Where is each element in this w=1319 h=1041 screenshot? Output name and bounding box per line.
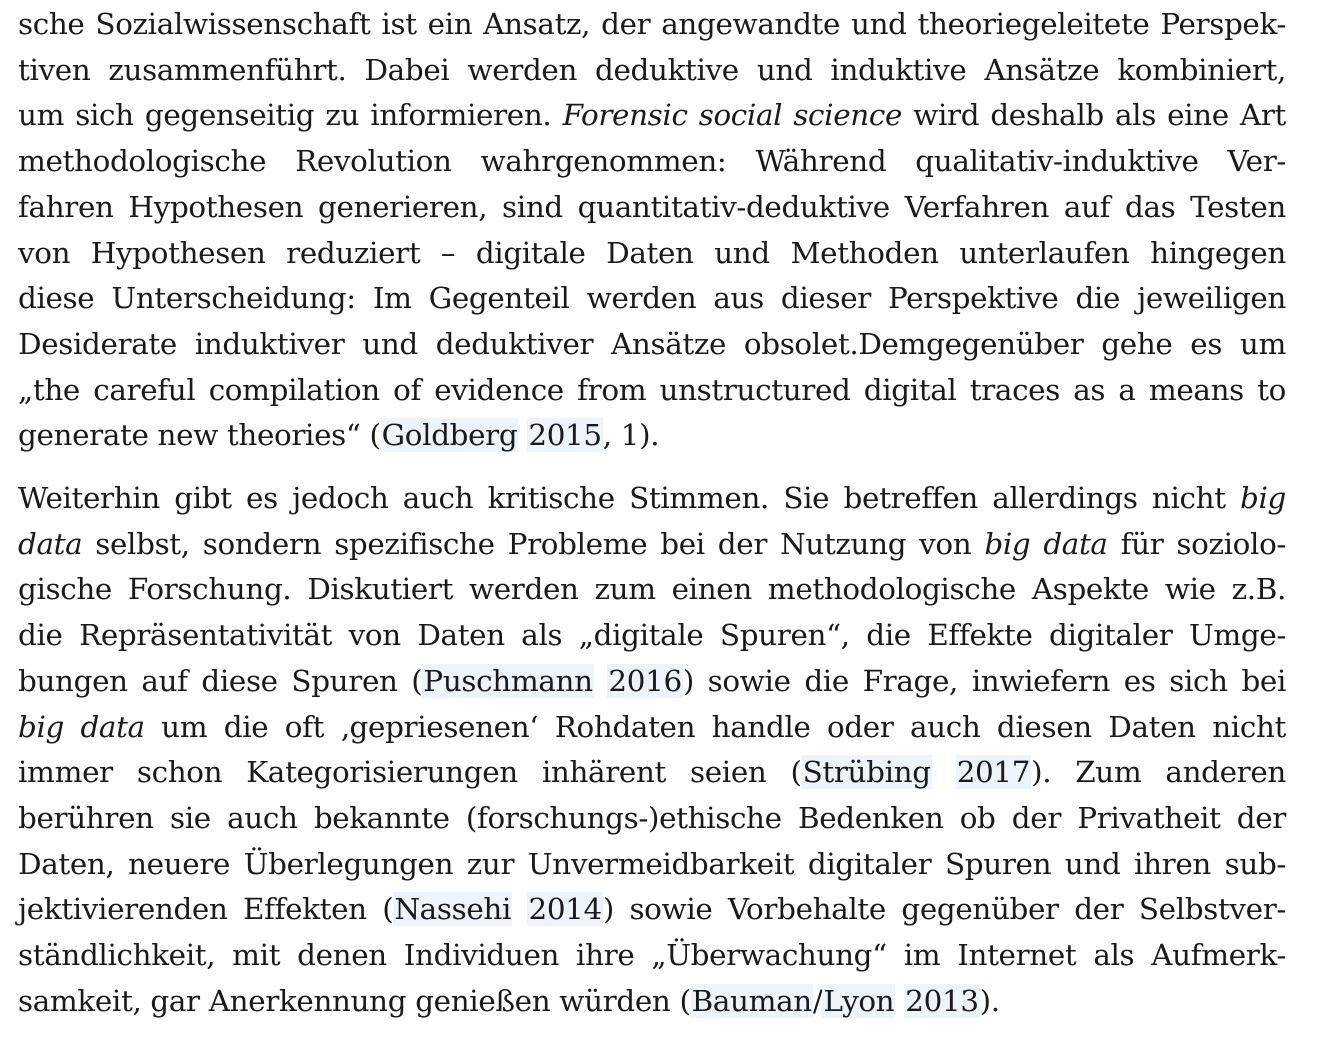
text-segment: [518, 418, 527, 452]
text-segment: die Repräsentativität von Daten als „digitale Spuren“, die Effekte digitaler Umge-: [18, 618, 1286, 653]
text-segment: ) sowie die Frage, inwiefern es sich bei: [682, 663, 1286, 698]
text-segment: bungen auf diese Spuren (: [18, 663, 423, 698]
italic-term: data: [18, 526, 83, 561]
citation-link[interactable]: Strübing: [802, 755, 931, 790]
text-line: [18, 567, 1286, 613]
text-segment: gische Forschung. Diskutiert werden zum einen methodologische Aspekte wie z.B.: [18, 572, 1286, 607]
text-line: [18, 185, 1286, 231]
text-segment: [932, 755, 956, 789]
text-line: [18, 368, 1286, 414]
text-segment: Desiderate induktiver und deduktiver Ansätze obsolet.Demgegenüber gehe es um: [18, 326, 1286, 361]
citation-link[interactable]: Nassehi: [394, 892, 511, 927]
citation-link[interactable]: Goldberg: [381, 418, 518, 453]
text-line: [18, 796, 1286, 842]
text-line: [18, 842, 1286, 888]
italic-term: big data: [18, 709, 145, 744]
text-segment: fahren Hypothesen generieren, sind quantitativ-deduktive Verfahren auf das Testen: [18, 189, 1286, 224]
text-segment: [594, 664, 608, 698]
text-segment: tiven zusammenführt. Dabei werden deduktive und induktive Ansätze kombiniert,: [18, 52, 1286, 87]
paragraph-1: [18, 2, 1286, 459]
text-segment: von Hypothesen reduziert – digitale Daten und Methoden unterlaufen hingegen: [18, 235, 1286, 270]
text-segment: für soziolo-: [1107, 526, 1286, 561]
text-segment: um die oft ‚gepriesenen‘ Rohdaten handle oder auch diesen Daten nicht: [144, 709, 1286, 744]
text-line: [18, 476, 1286, 522]
text-line: [18, 413, 1286, 459]
citation-link[interactable]: 2016: [608, 663, 682, 698]
text-segment: ).: [979, 983, 1000, 1018]
italic-term: Forensic social science: [562, 98, 902, 133]
text-segment: sche Sozialwissenschaft ist ein Ansatz, der angewandte und theoriegeleitete Perspek-: [18, 7, 1286, 41]
text-line: [18, 613, 1286, 659]
italic-term: big data: [984, 526, 1108, 561]
text-line: [18, 231, 1286, 277]
text-line: [18, 933, 1286, 979]
text-line: [18, 2, 1286, 48]
text-segment: selbst, sondern spezifische Probleme bei der Nutzung von: [82, 526, 985, 561]
text-segment: generate new theories“ (: [18, 418, 381, 453]
text-segment: , 1).: [602, 418, 660, 453]
text-line: [18, 705, 1286, 751]
citation-link[interactable]: 2014: [528, 892, 602, 927]
italic-term: big: [1240, 481, 1286, 516]
text-segment: methodologische Revolution wahrgenommen: Während qualitativ-induktive Ver-: [18, 144, 1286, 179]
text-segment: berühren sie auch bekannte (forschungs-)ethische Bedenken ob der Privatheit der: [18, 800, 1286, 835]
text-segment: immer schon Kategorisierungen inhärent seien (: [18, 755, 802, 790]
citation-link[interactable]: 2017: [956, 755, 1031, 790]
text-segment: [512, 892, 527, 926]
text-line: [18, 322, 1286, 368]
text-segment: Daten, neuere Überlegungen zur Unvermeidbarkeit digitaler Spuren und ihren sub-: [18, 846, 1286, 881]
text-line: [18, 659, 1286, 705]
text-segment: jektivierenden Effekten (: [18, 892, 394, 927]
text-segment: um sich gegenseitig zu informieren.: [18, 98, 563, 133]
text-line: [18, 276, 1286, 322]
text-segment: ständlichkeit, mit denen Individuen ihre „Überwachung“ im Internet als Aufmerk-: [18, 938, 1286, 973]
text-segment: ). Zum anderen: [1031, 755, 1286, 790]
citation-link[interactable]: 2013: [905, 983, 979, 1018]
text-line: [18, 139, 1286, 185]
text-segment: diese Unterscheidung: Im Gegenteil werden aus dieser Perspektive die jeweiligen: [18, 281, 1286, 316]
text-line: [18, 48, 1286, 94]
text-segment: Weiterhin gibt es jedoch auch kritische Stimmen. Sie betreffen allerdings nicht: [18, 481, 1241, 516]
text-segment: /: [812, 983, 823, 1018]
text-segment: wird deshalb als eine Art: [902, 98, 1286, 133]
paragraph-2: [18, 476, 1286, 1024]
text-line: [18, 979, 1286, 1025]
text-segment: ) sowie Vorbehalte gegenüber der Selbstver-: [602, 892, 1286, 927]
text-segment: „the careful compilation of evidence from unstructured digital traces as a means to: [18, 372, 1286, 407]
text-line: [18, 93, 1286, 139]
text-line: [18, 522, 1286, 568]
text-line: [18, 887, 1286, 933]
text-segment: samkeit, gar Anerkennung genießen würden (: [18, 983, 691, 1018]
citation-link[interactable]: Lyon: [823, 983, 895, 1018]
text-line: [18, 750, 1286, 796]
document-body: [18, 2, 1286, 1024]
citation-link[interactable]: Puschmann: [423, 663, 593, 698]
citation-link[interactable]: Bauman: [691, 983, 812, 1018]
citation-link[interactable]: 2015: [528, 418, 602, 453]
text-segment: [895, 984, 904, 1018]
